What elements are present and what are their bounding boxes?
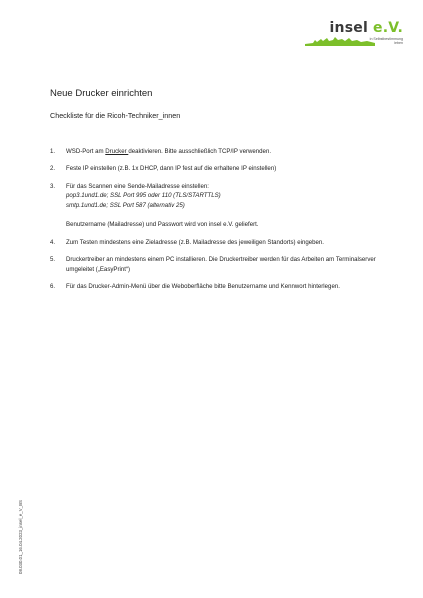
item-text — [66, 182, 380, 230]
item-number: 3. — [50, 182, 56, 190]
item-number: 6. — [50, 282, 56, 290]
checklist-item-1 — [50, 147, 380, 157]
logo — [305, 20, 405, 50]
logo-tagline-line2: leben — [394, 41, 403, 46]
item-number: 4. — [50, 238, 56, 246]
checklist-item-3 — [50, 182, 380, 230]
item-text: Für das Drucker-Admin-Menü über die Weboberfläche bitte Benutzername und Kennwort hinterlegen. — [66, 282, 340, 290]
item-text-post: deaktivieren. Bitte ausschließlich TCP/IP verwenden. — [128, 148, 272, 155]
checklist-item-6 — [50, 282, 380, 292]
item-text: Feste IP einstellen (z.B. 1x DHCP, dann IP fest auf die erhaltene IP einstellen) — [66, 165, 277, 173]
item-line: Benutzername (Mailadresse) und Passwort wird von insel e.V. geliefert. — [66, 221, 259, 229]
item-line: Für das Scannen eine Sende-Mailadresse einstellen: — [66, 182, 209, 190]
item-text-pre: WSD-Port am — [66, 148, 106, 155]
drucker-link[interactable]: Drucker — [105, 148, 129, 155]
checklist-item-4 — [50, 238, 380, 248]
checklist — [50, 147, 380, 292]
logo-tagline — [343, 37, 403, 46]
logo-tagline-line1: in Selbstbestimmung — [369, 37, 403, 41]
item-number: 1. — [50, 148, 56, 155]
item-text — [66, 147, 380, 157]
pop3-settings: pop3.1und1.de; SSL Port 995 oder 110 (TLS/STARTTLS) — [66, 192, 221, 200]
page-subtitle: Checkliste für die Ricoh-Techniker_innen — [50, 111, 181, 120]
item-number: 2. — [50, 165, 56, 173]
item-text: Druckertreiber an mindestens einem PC installieren. Die Druckertreiber werden für das Arbeiten am Terminalserver umgeleitet („EasyPrint“) — [66, 255, 376, 273]
logo-ev-text: e.V. — [373, 20, 403, 36]
item-text: Zum Testen mindestens eine Zieladresse (z.B. Mailadresse des jeweiligen Standorts) eingeben. — [66, 238, 324, 246]
document-id-side-text: 08.030.01_16.04.2023_insel_e_V_BS — [18, 500, 23, 574]
smtp-settings: smtp.1und1.de; SSL Port 587 (alternativ 25) — [66, 201, 185, 209]
item-number: 5. — [50, 255, 56, 263]
checklist-item-2 — [50, 164, 380, 174]
checklist-item-5 — [50, 255, 380, 274]
logo-insel-text: insel — [329, 20, 368, 36]
page-title: Neue Drucker einrichten — [50, 88, 153, 99]
